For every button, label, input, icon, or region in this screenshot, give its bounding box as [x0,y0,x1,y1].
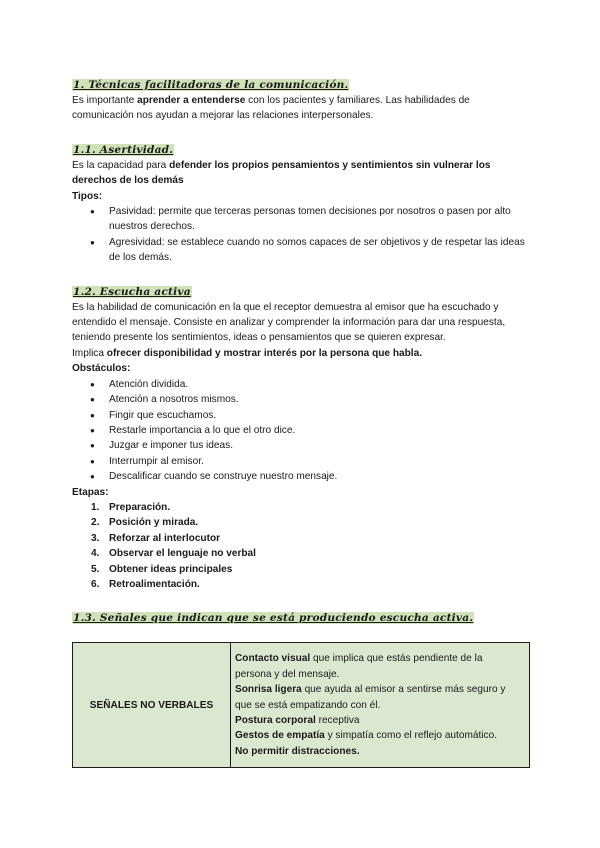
heading-section-1-3: 1.3. Señales que indican que se está produciendo escucha activa. [73,612,474,625]
paragraph-assertiveness: Es la capacidad para defender los propios pensamientos y sentimientos sin vulnerar los derechos de los demás [72,159,491,187]
list-item: ● Atención dividida. [72,377,530,392]
heading-section-1-2: 1.2. Escucha activa [73,285,191,298]
signal-item: Postura corporal receptiva [235,715,360,727]
types-list [72,204,530,266]
heading-section-1-1: 1.1. Asertividad. [73,143,174,156]
list-item: ● Atención a nosotros mismos. [72,392,530,407]
paragraph-active-listening: Es la habilidad de comunicación en la que el receptor demuestra al emisor que ha escuchado y entendido el mensaje. Consiste en analizar y comprender la información para dar una respuesta, teniendo presente los sentimientos, ideas o pensamientos que se quieren expresar. [72,301,506,344]
stages-list [72,500,530,592]
signals-table-label: SEÑALES NO VERBALES [73,643,231,768]
list-item: ● Pasividad: permite que terceras personas tomen decisiones por nosotros o pasen por alto nuestros derechos. [72,204,530,235]
signal-item: Sonrisa ligera que ayuda al emisor a sentirse más seguro y que se está empatizando con él. [235,684,506,711]
list-item: ● Interrumpir al emisor. [72,454,530,469]
list-item: 2. Posición y mirada. [91,517,199,529]
list-item: ● Agresividad: se establece cuando no somos capaces de ser objetivos y de respetar las ideas de los demás. [72,235,530,266]
paragraph-implies: Implica ofrecer disponibilidad y mostrar interés por la persona que habla. [72,347,423,359]
list-item: 3. Reforzar al interlocutor [91,532,221,544]
signal-item: Gestos de empatía y simpatía como el reflejo automático. [235,730,497,742]
obstacles-list [72,377,530,485]
stages-label: Etapas: [72,486,109,498]
types-label: Tipos: [72,190,103,202]
list-item: 5. Obtener ideas principales [91,563,233,575]
signal-item: Contacto visual que implica que estás pendiente de la persona y del mensaje. [235,653,483,680]
signal-item: No permitir distracciones. [235,745,360,757]
signals-table-content [231,643,530,768]
list-item: 1. Preparación. [91,501,171,513]
paragraph-intro: Es importante aprender a entenderse con los pacientes y familiares. Las habilidades de comunicación nos ayudan a mejorar las relaciones interpersonales. [72,95,470,122]
list-item: 4. Observar el lenguaje no verbal [91,548,256,560]
signals-table [72,642,530,768]
heading-section-1: 1. Técnicas facilitadoras de la comunicación. [73,79,349,91]
obstacles-label: Obstáculos: [72,363,131,375]
list-item: ● Restarle importancia a lo que el otro dice. [72,423,530,438]
list-item: ● Descalificar cuando se construye nuestro mensaje. [72,469,530,484]
list-item: ● Juzgar e imponer tus ideas. [72,438,530,453]
list-item: ● Fingir que escuchamos. [72,408,530,423]
list-item: 6. Retroalimentación. [91,578,200,590]
document-page [72,78,530,768]
